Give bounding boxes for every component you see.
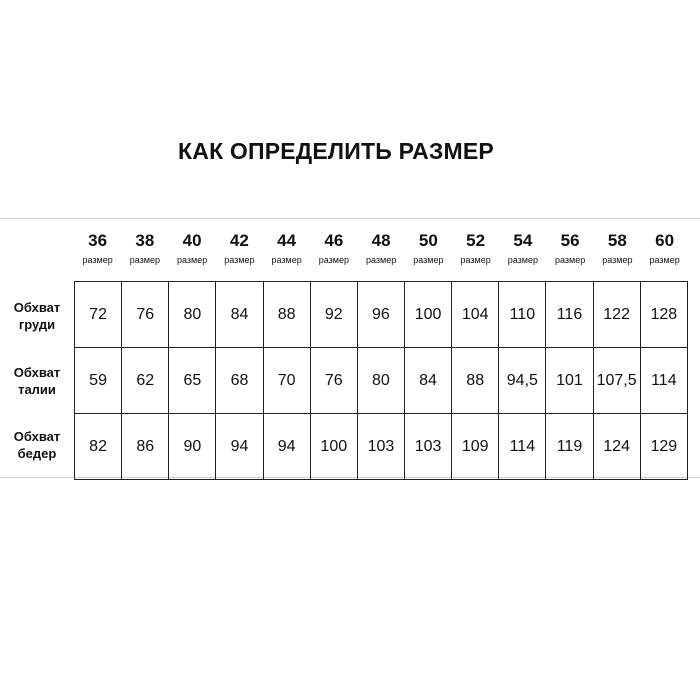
size-unit-label: размер <box>271 255 302 265</box>
table-cell: 88 <box>452 348 499 414</box>
size-unit-label: размер <box>177 255 208 265</box>
size-unit-label: размер <box>366 255 397 265</box>
table-cell: 94,5 <box>499 348 546 414</box>
table-cell: 92 <box>310 282 357 348</box>
size-unit-label: размер <box>224 255 255 265</box>
row-label-line2: груди <box>18 317 56 332</box>
table-cell: 76 <box>122 282 169 348</box>
size-unit-label: размер <box>507 255 538 265</box>
size-number: 38 <box>135 231 155 250</box>
table-cell: 62 <box>122 348 169 414</box>
table-cell: 80 <box>169 282 216 348</box>
size-header-38 <box>121 230 168 266</box>
size-unit-label: размер <box>413 255 444 265</box>
size-header-60 <box>641 230 688 266</box>
table-row <box>75 348 688 414</box>
size-unit-label: размер <box>555 255 586 265</box>
size-header-46 <box>310 230 357 266</box>
row-label-chest <box>0 299 74 333</box>
size-header-54 <box>499 230 546 266</box>
size-unit-label: размер <box>129 255 160 265</box>
table-cell: 128 <box>640 282 687 348</box>
table-cell: 59 <box>75 348 122 414</box>
size-header-44 <box>263 230 310 266</box>
size-unit-label: размер <box>460 255 491 265</box>
size-number: 48 <box>371 231 391 250</box>
table-row <box>75 414 688 480</box>
size-number: 52 <box>466 231 486 250</box>
size-number: 36 <box>88 231 108 250</box>
size-header-56 <box>547 230 594 266</box>
table-row <box>75 282 688 348</box>
size-unit-label: размер <box>602 255 633 265</box>
page-title: КАК ОПРЕДЕЛИТЬ РАЗМЕР <box>178 138 494 164</box>
table-cell: 104 <box>452 282 499 348</box>
table-cell: 72 <box>75 282 122 348</box>
table-cell: 116 <box>546 282 593 348</box>
table-cell: 114 <box>499 414 546 480</box>
row-label-line1: Обхват <box>13 365 61 380</box>
table-cell: 124 <box>593 414 640 480</box>
row-label-line1: Обхват <box>13 300 61 315</box>
size-header-42 <box>216 230 263 266</box>
table-cell: 82 <box>75 414 122 480</box>
table-cell: 101 <box>546 348 593 414</box>
table-cell: 65 <box>169 348 216 414</box>
table-cell: 94 <box>263 414 310 480</box>
table-cell: 80 <box>357 348 404 414</box>
size-header-52 <box>452 230 499 266</box>
row-label-line1: Обхват <box>13 429 61 444</box>
table-cell: 96 <box>357 282 404 348</box>
size-header-48 <box>358 230 405 266</box>
table-cell: 100 <box>404 282 451 348</box>
size-number: 44 <box>277 231 297 250</box>
size-number: 58 <box>607 231 627 250</box>
table-cell: 94 <box>216 414 263 480</box>
size-number: 60 <box>655 231 675 250</box>
size-number: 54 <box>513 231 533 250</box>
table-cell: 100 <box>310 414 357 480</box>
table-cell: 103 <box>404 414 451 480</box>
table-cell: 76 <box>310 348 357 414</box>
row-label-hips <box>0 428 74 462</box>
row-label-line2: бедер <box>17 446 57 461</box>
table-cell: 110 <box>499 282 546 348</box>
size-table <box>74 281 688 480</box>
table-cell: 114 <box>640 348 687 414</box>
size-number: 40 <box>182 231 202 250</box>
frame-top-line <box>0 218 700 219</box>
table-cell: 84 <box>216 282 263 348</box>
table-cell: 129 <box>640 414 687 480</box>
table-cell: 107,5 <box>593 348 640 414</box>
size-number: 56 <box>560 231 580 250</box>
table-cell: 119 <box>546 414 593 480</box>
size-header-36 <box>74 230 121 266</box>
table-cell: 84 <box>404 348 451 414</box>
size-unit-label: размер <box>318 255 349 265</box>
table-cell: 70 <box>263 348 310 414</box>
table-cell: 86 <box>122 414 169 480</box>
size-unit-label: размер <box>649 255 680 265</box>
table-cell: 90 <box>169 414 216 480</box>
row-label-line2: талии <box>18 382 56 397</box>
size-header-40 <box>169 230 216 266</box>
table-cell: 122 <box>593 282 640 348</box>
table-cell: 88 <box>263 282 310 348</box>
size-number: 42 <box>229 231 249 250</box>
row-label-waist <box>0 364 74 398</box>
table-cell: 109 <box>452 414 499 480</box>
table-cell: 103 <box>357 414 404 480</box>
table-cell: 68 <box>216 348 263 414</box>
size-number: 46 <box>324 231 344 250</box>
size-number: 50 <box>418 231 438 250</box>
size-header-58 <box>594 230 641 266</box>
size-header-50 <box>405 230 452 266</box>
size-unit-label: размер <box>82 255 113 265</box>
